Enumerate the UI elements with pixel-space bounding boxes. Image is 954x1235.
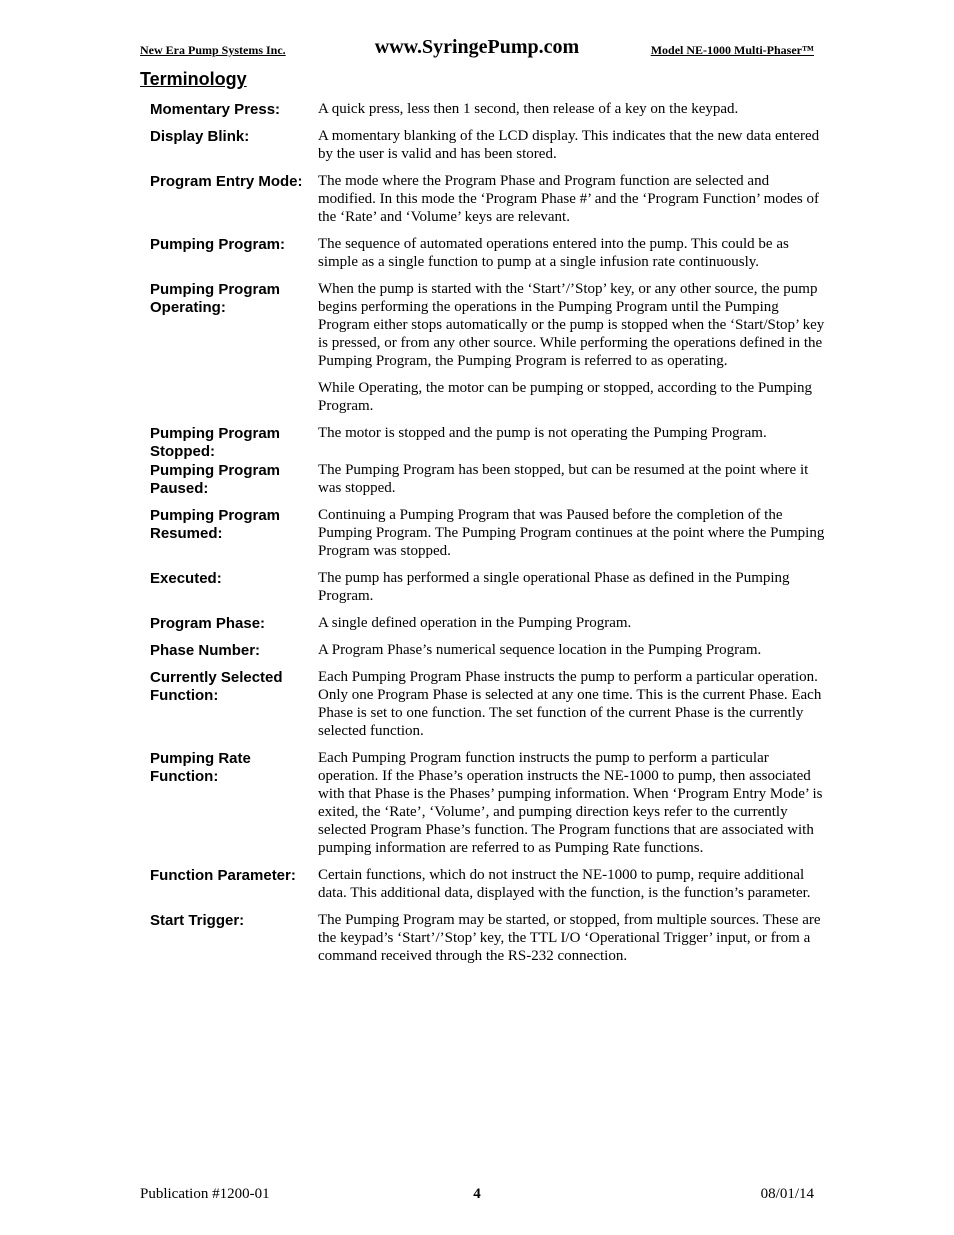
- term-label: Pumping Program:: [150, 236, 286, 253]
- term-label: Phase Number:: [150, 642, 261, 659]
- term-row: [150, 749, 825, 866]
- term-row: [150, 569, 825, 614]
- term-row: [150, 911, 825, 974]
- term-row: [150, 506, 825, 569]
- footer-page-number: 4: [473, 1186, 481, 1202]
- definition-paragraph: A quick press, less then 1 second, then release of a key on the keypad.: [318, 101, 739, 117]
- term-row: [150, 235, 825, 280]
- term-row: [150, 668, 825, 749]
- term-definition: [318, 911, 825, 974]
- term-row: [150, 461, 825, 506]
- definition-paragraph: A momentary blanking of the LCD display. This indicates that the new data entered by the user is valid and has been stored.: [318, 128, 820, 162]
- terminology-list: [150, 100, 825, 974]
- term-label: Pumping Program Operating:: [150, 281, 281, 316]
- header-company: New Era Pump Systems Inc.: [140, 43, 286, 57]
- definition-paragraph: Each Pumping Program Phase instructs the pump to perform a particular operation. Only one Program Phase is selected at any one time. This is the current Phase. Each Phase is set to one function. The set function of the current Phase is the currently selected function.: [318, 669, 822, 739]
- term-definition: [318, 866, 825, 911]
- term-definition: [318, 280, 825, 424]
- definition-paragraph: The mode where the Program Phase and Program function are selected and modified. In this mode the ‘Program Phase #’ and the ‘Program Function’ modes of the ‘Rate’ and ‘Volume’ keys are relevant.: [318, 173, 820, 225]
- term-definition: [318, 668, 825, 749]
- term-label: Program Entry Mode:: [150, 173, 303, 190]
- term-label: Pumping Program Paused:: [150, 462, 281, 497]
- term-label: Pumping Program Stopped:: [150, 425, 281, 460]
- term-definition: [318, 127, 825, 172]
- definition-paragraph: While Operating, the motor can be pumping or stopped, according to the Pumping Program.: [318, 380, 813, 414]
- term-row: [150, 614, 825, 641]
- term-definition: [318, 749, 825, 866]
- header-website: www.SyringePump.com: [374, 36, 580, 58]
- term-definition: [318, 172, 825, 235]
- definition-paragraph: Continuing a Pumping Program that was Paused before the completion of the Pumping Program. The Pumping Program continues at the point where the Pumping Program was stopped.: [318, 507, 825, 559]
- term-definition: [318, 424, 825, 451]
- term-definition: [318, 235, 825, 280]
- term-definition: [318, 100, 825, 127]
- term-definition: [318, 569, 825, 614]
- term-definition: [318, 461, 825, 506]
- term-definition: [318, 614, 825, 641]
- footer-date: 08/01/14: [760, 1186, 814, 1202]
- definition-paragraph: The pump has performed a single operational Phase as defined in the Pumping Program.: [318, 570, 790, 604]
- definition-paragraph: The Pumping Program may be started, or stopped, from multiple sources. These are the keypad’s ‘Start’/’Stop’ key, the TTL I/O ‘Operational Trigger’ input, or from a command received through the RS-232 connection.: [318, 912, 821, 964]
- term-label: Pumping Rate Function:: [150, 750, 251, 785]
- term-label: Pumping Program Resumed:: [150, 507, 281, 542]
- term-row: [150, 424, 825, 461]
- definition-paragraph: When the pump is started with the ‘Start’/’Stop’ key, or any other source, the pump begins performing the operations in the Pumping Program until the Pumping Program either stops automatically or the pump is stopped when the ‘Start/Stop’ key is pressed, or from any other source. While performing the operations defined in the Pumping Program, the Pumping Program is referred to as operating.: [318, 281, 825, 369]
- term-label: Executed:: [150, 570, 222, 587]
- definition-paragraph: The motor is stopped and the pump is not operating the Pumping Program.: [318, 425, 767, 441]
- term-label: Function Parameter:: [150, 867, 296, 884]
- definition-paragraph: Each Pumping Program function instructs the pump to perform a particular operation. If the Phase’s operation instructs the NE-1000 to pump, then associated with that Phase is the Phases’ pumping information. When ‘Program Entry Mode’ is exited, the ‘Rate’, ‘Volume’, and pumping direction keys refer to the currently selected Program Phase’s function. The Program functions that are associated with pumping information are referred to as Pumping Rate functions.: [318, 750, 823, 856]
- term-label: Start Trigger:: [150, 912, 245, 929]
- term-row: [150, 280, 825, 424]
- header-model: Model NE-1000 Multi-Phaser™: [650, 43, 814, 57]
- term-label: Currently Selected Function:: [150, 669, 283, 704]
- term-row: [150, 100, 825, 127]
- definition-paragraph: A single defined operation in the Pumping Program.: [318, 615, 632, 631]
- term-label: Display Blink:: [150, 128, 250, 145]
- term-row: [150, 127, 825, 172]
- term-label: Program Phase:: [150, 615, 266, 632]
- term-row: [150, 641, 825, 668]
- term-definition: [318, 506, 825, 569]
- term-row: [150, 172, 825, 235]
- footer-publication: Publication #1200-01: [140, 1186, 270, 1202]
- term-definition: [318, 641, 825, 668]
- section-title: Terminology: [140, 69, 247, 89]
- term-row: [150, 866, 825, 911]
- definition-paragraph: A Program Phase’s numerical sequence location in the Pumping Program.: [318, 642, 762, 658]
- definition-paragraph: Certain functions, which do not instruct the NE-1000 to pump, require additional data. This additional data, displayed with the function, is the function’s parameter.: [318, 867, 811, 901]
- definition-paragraph: The Pumping Program has been stopped, but can be resumed at the point where it was stopped.: [318, 462, 809, 496]
- term-label: Momentary Press:: [150, 101, 281, 118]
- definition-paragraph: The sequence of automated operations entered into the pump. This could be as simple as a single function to pump at a single infusion rate continuously.: [318, 236, 789, 270]
